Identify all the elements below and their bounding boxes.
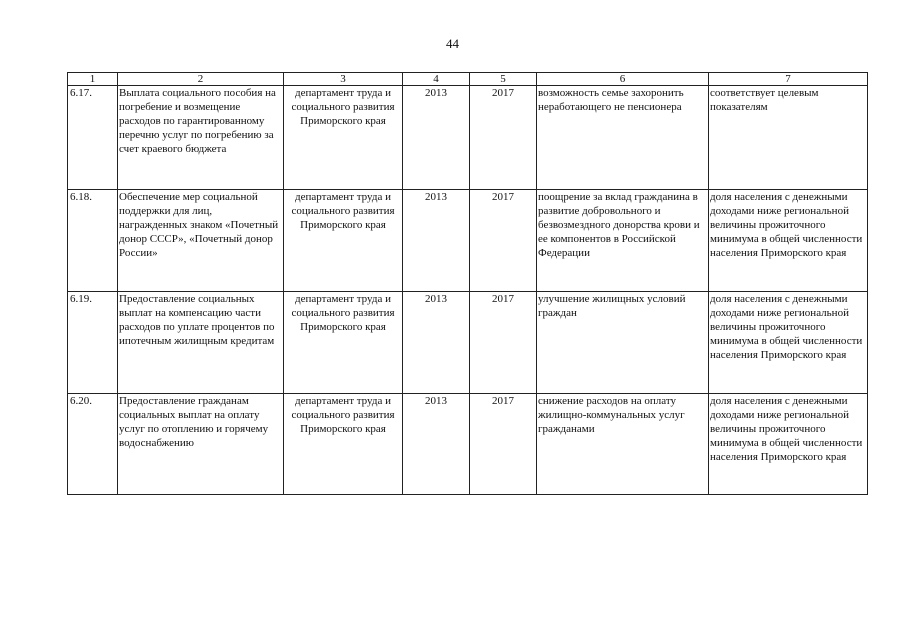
indicator-cell: доля населения с денежными доходами ниже региональной величины прожиточного минимума в общей численности населения Приморского края: [709, 190, 868, 292]
start-year-cell: 2013: [403, 394, 470, 495]
table-row: [68, 190, 868, 292]
end-year-cell: 2017: [470, 86, 537, 190]
end-year-cell: 2017: [470, 394, 537, 495]
end-year-cell: 2017: [470, 190, 537, 292]
start-year-cell: 2013: [403, 86, 470, 190]
page-number: 44: [446, 36, 459, 51]
table-row: [68, 292, 868, 394]
result-cell: улучшение жилищных условий граждан: [537, 292, 709, 394]
measures-table: [67, 72, 868, 495]
result-cell: поощрение за вклад гражданина в развитие добровольного и безвозмездного донорства крови и ее компонентов в Российской Федерации: [537, 190, 709, 292]
table-row: [68, 86, 868, 190]
indicator-cell: соответствует целевым показателям: [709, 86, 868, 190]
measure-cell: Предоставление гражданам социальных выплат на оплату услуг по отоплению и горячему водоснабжению: [118, 394, 284, 495]
executor-cell: департамент труда и социального развития Приморского края: [284, 86, 403, 190]
result-cell: возможность семье захоронить неработающего не пенсионера: [537, 86, 709, 190]
column-header-3: 3: [284, 73, 403, 86]
measure-cell: Предоставление социальных выплат на компенсацию части расходов по уплате процентов по ипотечным жилищным кредитам: [118, 292, 284, 394]
indicator-cell: доля населения с денежными доходами ниже региональной величины прожиточного минимума в общей численности населения Приморского края: [709, 394, 868, 495]
executor-cell: департамент труда и социального развития Приморского края: [284, 394, 403, 495]
column-header-6: 6: [537, 73, 709, 86]
executor-cell: департамент труда и социального развития Приморского края: [284, 190, 403, 292]
column-header-4: 4: [403, 73, 470, 86]
start-year-cell: 2013: [403, 190, 470, 292]
row-number-cell: 6.20.: [68, 394, 118, 495]
indicator-cell: доля населения с денежными доходами ниже региональной величины прожиточного минимума в общей численности населения Приморского края: [709, 292, 868, 394]
row-number-cell: 6.19.: [68, 292, 118, 394]
column-header-2: 2: [118, 73, 284, 86]
row-number-cell: 6.17.: [68, 86, 118, 190]
header-row: [68, 73, 868, 86]
end-year-cell: 2017: [470, 292, 537, 394]
start-year-cell: 2013: [403, 292, 470, 394]
result-cell: снижение расходов на оплату жилищно-коммунальных услуг гражданами: [537, 394, 709, 495]
column-header-5: 5: [470, 73, 537, 86]
row-number-cell: 6.18.: [68, 190, 118, 292]
executor-cell: департамент труда и социального развития Приморского края: [284, 292, 403, 394]
column-header-7: 7: [709, 73, 868, 86]
measure-cell: Выплата социального пособия на погребение и возмещение расходов по гарантированному перечню услуг по погребению за счет краевого бюджета: [118, 86, 284, 190]
measure-cell: Обеспечение мер социальной поддержки для лиц, награжденных знаком «Почетный донор СССР», «Почетный донор России»: [118, 190, 284, 292]
table-row: [68, 394, 868, 495]
column-header-1: 1: [68, 73, 118, 86]
